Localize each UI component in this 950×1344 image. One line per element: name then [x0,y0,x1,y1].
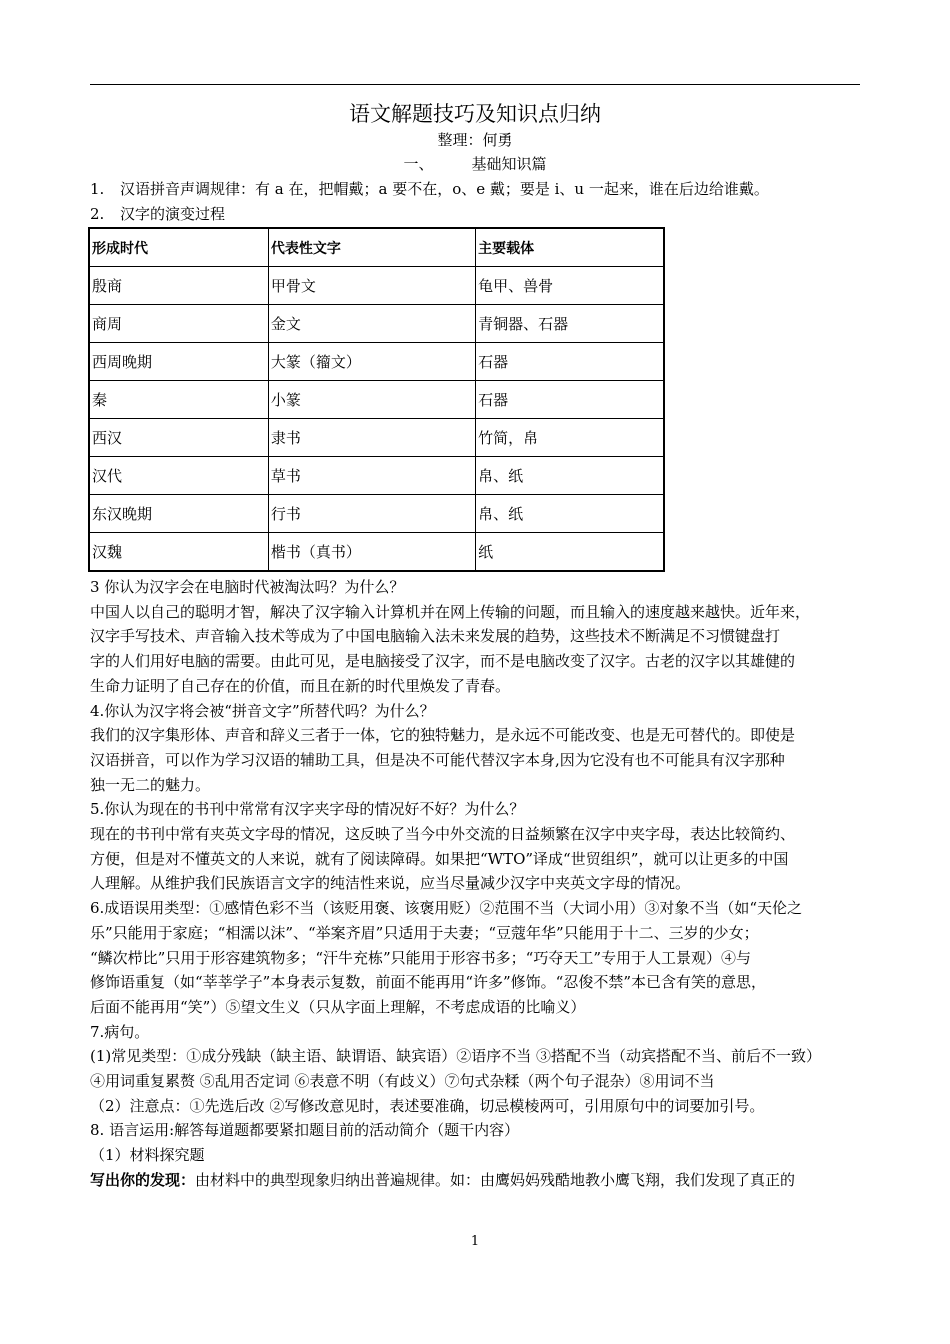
table-cell: 青铜器、石器 [476,305,664,343]
paragraph-line: 字的人们用好电脑的需要。由此可见，是电脑接受了汉字，而不是电脑改变了汉字。古老的汉字以其雄健的 [90,652,796,671]
table-cell: 竹简，帛 [476,419,664,457]
paragraph-line: （1）材料探究题 [90,1146,205,1165]
character-evolution-table [88,227,665,572]
paragraph-line: 我们的汉字集形体、声音和辞义三者于一体，它的独特魅力，是永远不可能改变、也是无可替代的。即使是 [90,726,796,745]
list-item-text: 汉字的演变过程 [120,205,226,223]
table-cell: 草书 [268,457,475,495]
section-number: 一、 [403,155,434,173]
table-cell: 纸 [476,533,664,572]
paragraph-line: 现在的书刊中常有夹英文字母的情况，这反映了当今中外交流的日益频繁在汉字中夹字母，表达比较简约、 [90,825,796,844]
paragraph-text: 由材料中的典型现象归纳出普遍规律。如：由鹰妈妈残酷地教小鹰飞翔，我们发现了真正的 [195,1170,796,1189]
paragraph-line: ④用词重复累赘 ⑤乱用否定词 ⑥表意不明（有歧义）⑦句式杂糅（两个句子混杂）⑧用词不当 [90,1072,715,1091]
table-cell: 行书 [268,495,475,533]
page-number: 1 [470,1234,480,1249]
paragraph-line: 方便，但是对不懂英文的人来说，就有了阅读障碍。如果把“WTO”译成“世贸组织”，就可以让更多的中国 [90,849,789,868]
table-cell: 隶书 [268,419,475,457]
paragraph-line: 中国人以自己的聪明才智，解决了汉字输入计算机并在网上传输的问题，而且输入的速度越来越快。近年来， [90,602,811,621]
question-heading: 3 你认为汉字会在电脑时代被淘汰吗？为什么？ [90,578,405,596]
table-cell: 小篆 [268,381,475,419]
paragraph-line: 汉字手写技术、声音输入技术等成为了中国电脑输入法未来发展的趋势，这些技术不断满足不习惯键盘打 [90,627,781,646]
section-label: 基础知识篇 [471,155,547,173]
list-item-number: 2. [90,205,105,223]
table-header-cell: 代表性文字 [268,228,475,267]
body-text [90,575,870,1193]
table-cell: 龟甲、兽骨 [476,267,664,305]
table-header-row [89,228,664,267]
paragraph-line: 独一无二的魅力。 [90,775,211,794]
table-cell: 商周 [89,305,268,343]
table-cell: 帛、纸 [476,457,664,495]
question-heading: 8. 语言运用:解答每道题都要紧扣题目前的活动简介（题干内容） [90,1121,520,1140]
table-cell: 金文 [268,305,475,343]
header-rule [90,84,860,85]
table-row [89,267,664,305]
list-item [90,179,870,199]
list-item-text: 汉语拼音声调规律：有 a 在，把帽戴；a 要不在，o、e 戴；要是 i、u 一起来，谁在后边给谁戴。 [120,180,769,198]
table-header-cell: 主要载体 [476,228,664,267]
paragraph-line: (1)常见类型：①成分残缺（缺主语、缺谓语、缺宾语）②语序不当 ③搭配不当（动宾搭配不当、前后不一致） [90,1047,822,1066]
table-cell: 秦 [89,381,268,419]
table-cell: 西周晚期 [89,343,268,381]
list-item [90,204,870,224]
table-header-cell: 形成时代 [89,228,268,267]
paragraph-line: 后面不能再用“笑”）⑤望文生义（只从字面上理解，不考虑成语的比喻义） [90,997,586,1016]
paragraph-line: （2）注意点：①先选后改 ②写修改意见时，表述要准确，切忌模棱两可，引用原句中的词要加引号。 [90,1096,765,1115]
table-cell: 西汉 [89,419,268,457]
table-cell: 甲骨文 [268,267,475,305]
section-heading [0,154,950,174]
table-cell: 帛、纸 [476,495,664,533]
table-row [89,381,664,419]
table-cell: 大篆（籀文） [268,343,475,381]
question-heading: 5.你认为现在的书刊中常常有汉字夹字母的情况好不好？为什么？ [90,800,525,819]
table-cell: 汉魏 [89,533,268,572]
list-item-number: 1. [90,180,105,198]
table-cell: 殷商 [89,267,268,305]
question-heading: 7.病句。 [90,1022,150,1041]
question-heading: 4.你认为汉字将会被“拼音文字”所替代吗？为什么？ [90,701,435,720]
table-cell: 楷书（真书） [268,533,475,572]
table-cell: 汉代 [89,457,268,495]
paragraph-line: 生命力证明了自己存在的价值，而且在新的时代里焕发了青春。 [90,676,511,695]
paragraph-line: “鳞次栉比”只用于形容建筑物多；“汗牛充栋”只能用于形容书多；“巧夺天工”专用于人工景观）④与 [90,948,752,967]
table-row [89,533,664,572]
paragraph-line: 人理解。从维护我们民族语言文字的纯洁性来说，应当尽量减少汉字中夹英文字母的情况。 [90,874,691,893]
paragraph-line: 修饰语重复（如“莘莘学子”本身表示复数，前面不能再用“许多”修饰。“忍俊不禁”本已含有笑的意思， [90,973,767,992]
paragraph-line: 汉语拼音，可以作为学习汉语的辅助工具，但是决不可能代替汉字本身,因为它没有也不可能具有汉字那种 [90,750,785,769]
bold-lead: 写出你的发现： [90,1170,196,1189]
paragraph-line [90,1168,870,1193]
table-row [89,457,664,495]
table-row [89,343,664,381]
paragraph-line: 6.成语误用类型：①感情色彩不当（该贬用褒、该褒用贬）②范围不当（大词小用）③对象不当（如“天伦之 [90,899,802,918]
table-cell: 东汉晚期 [89,495,268,533]
table-cell: 石器 [476,381,664,419]
document-title: 语文解题技巧及知识点归纳 [349,102,601,126]
table-row [89,419,664,457]
table-row [89,305,664,343]
table-row [89,495,664,533]
paragraph-line: 乐”只能用于家庭；“相濡以沫”、“举案齐眉”只适用于夫妻；“豆蔻年华”只能用于十二、三岁的少女； [90,923,759,942]
table-cell: 石器 [476,343,664,381]
document-author: 整理：何勇 [437,131,513,149]
